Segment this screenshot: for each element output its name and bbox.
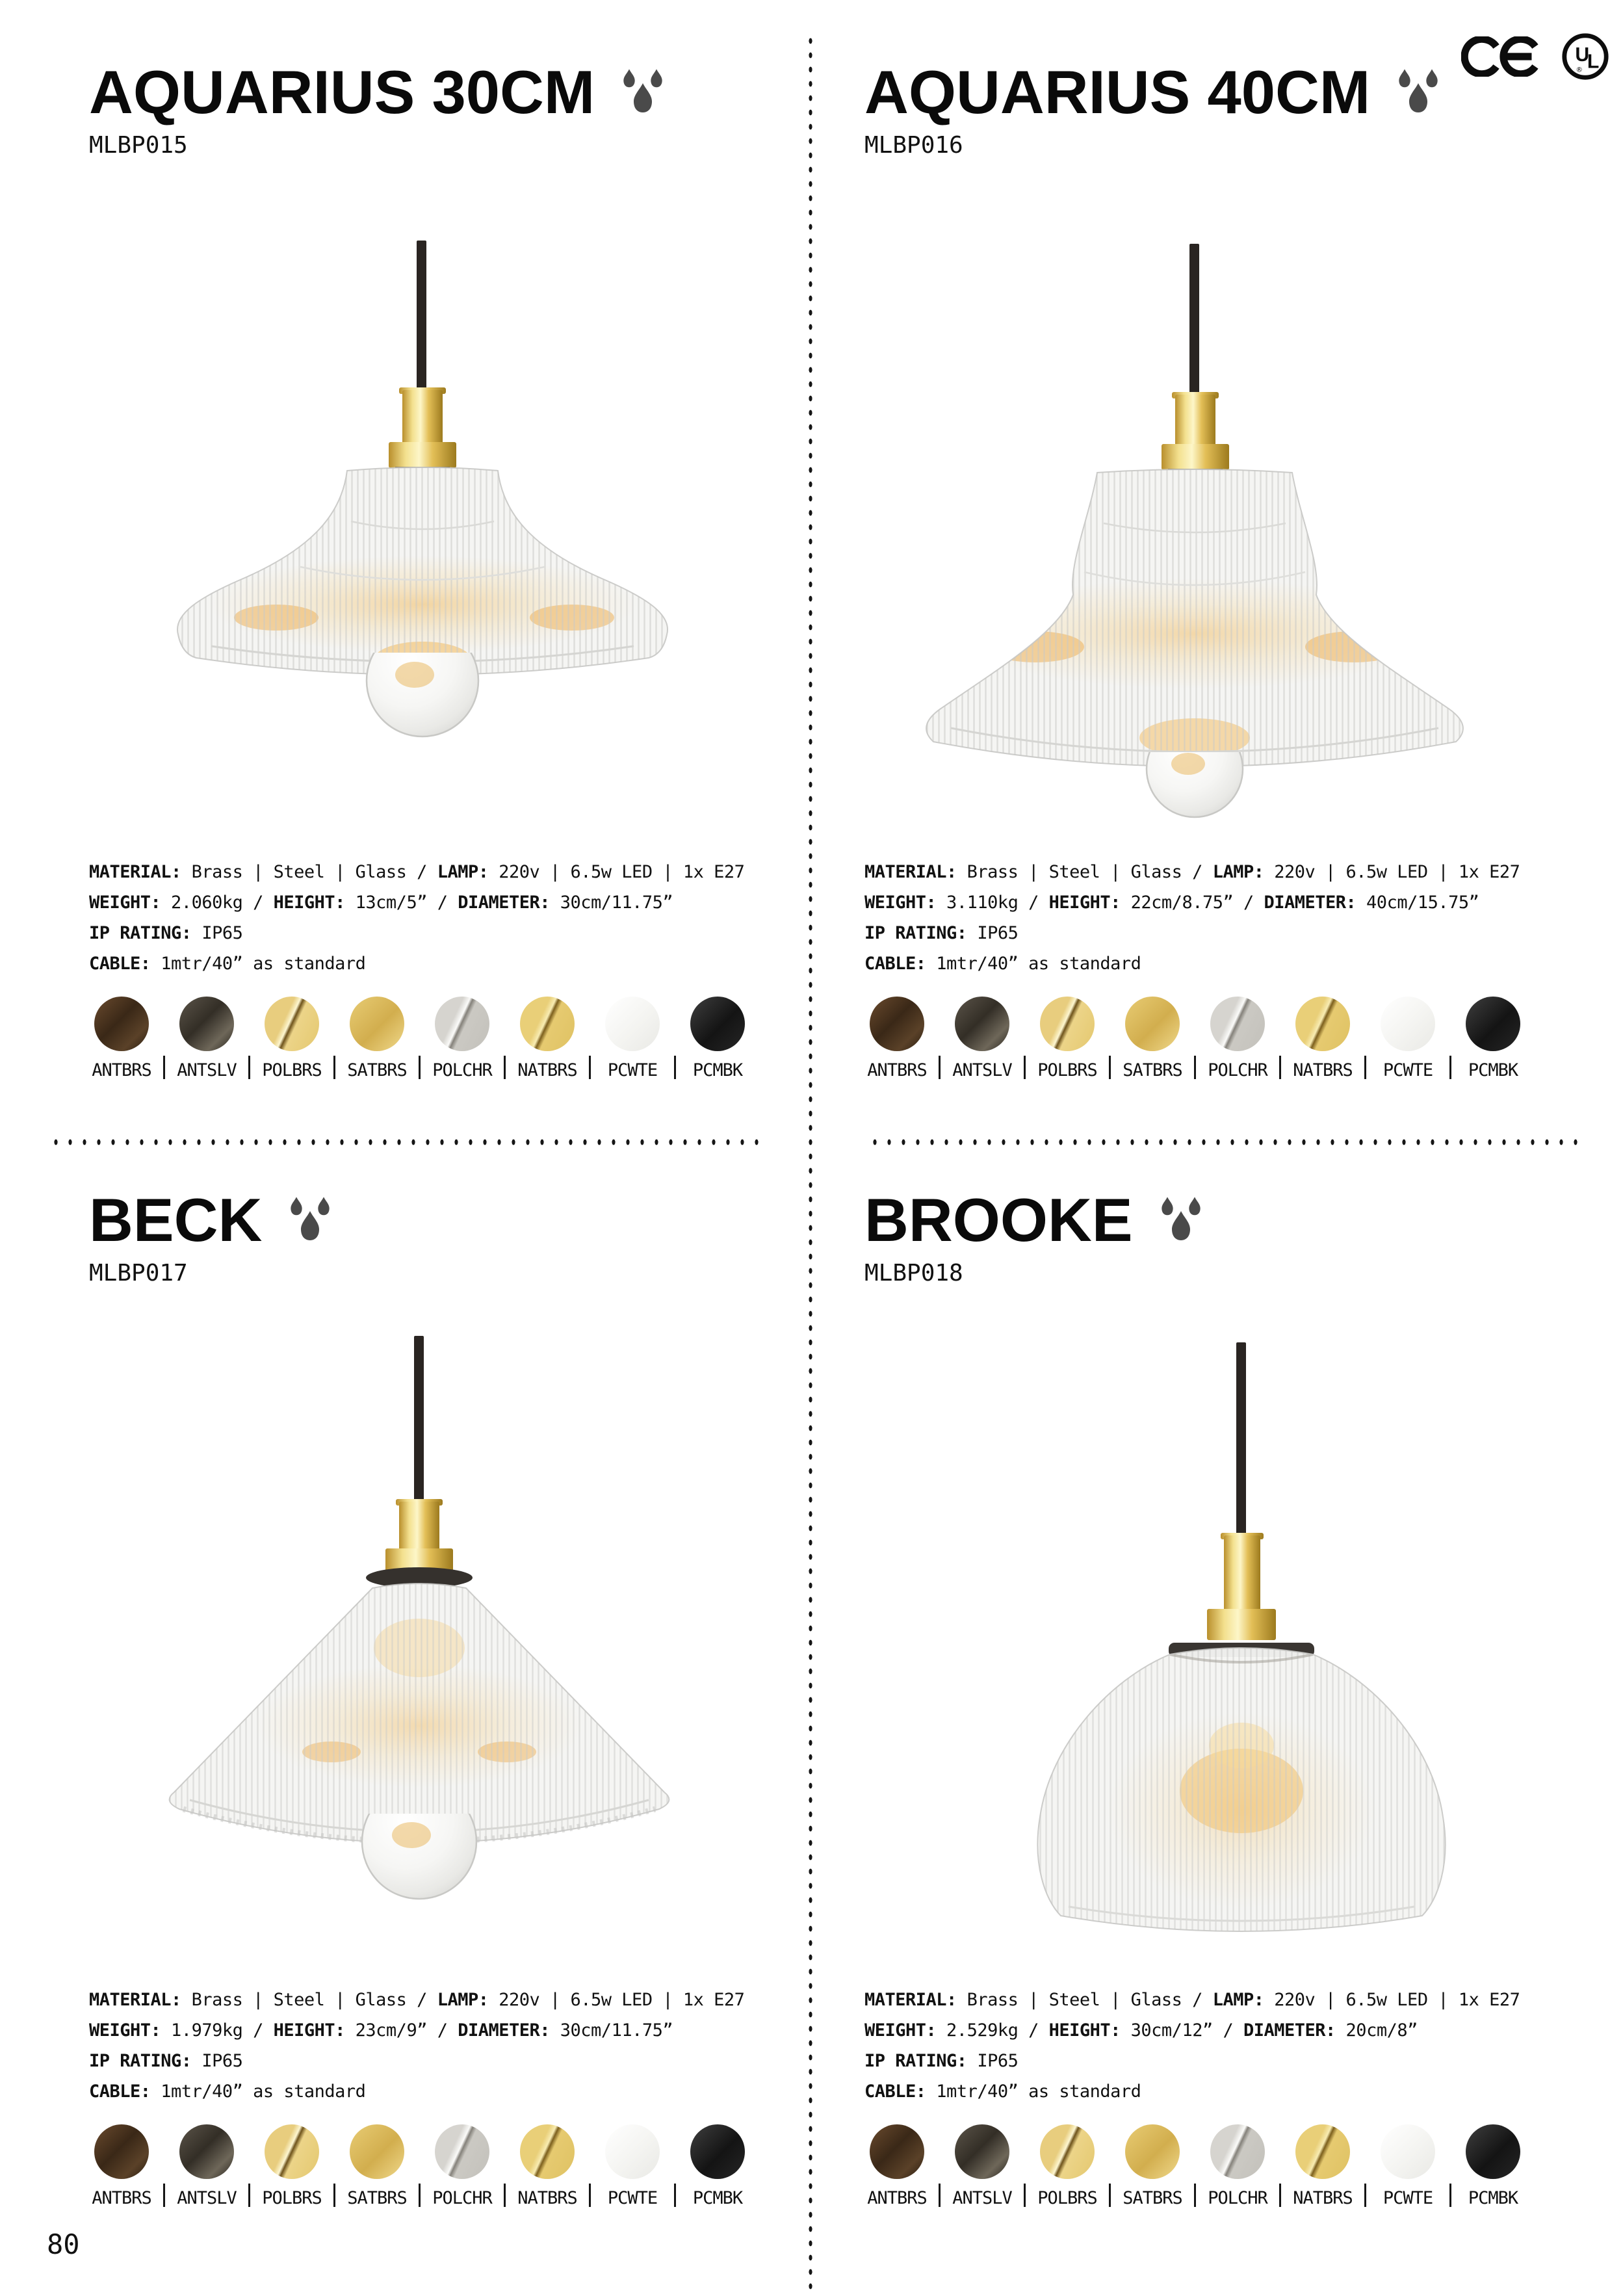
finish-swatch-label: POLCHR bbox=[1208, 1060, 1267, 1080]
finish-swatch-powder-coat-black bbox=[1461, 997, 1526, 1079]
spec-ip-value: IP65 bbox=[967, 923, 1019, 943]
product-image-beck bbox=[149, 1336, 689, 1930]
spec-material-label: MATERIAL: bbox=[89, 862, 181, 882]
finish-swatches bbox=[864, 997, 1526, 1079]
swatch-separator bbox=[1109, 2184, 1111, 2207]
spec-height-label: HEIGHT: bbox=[273, 2020, 345, 2041]
finish-swatch-color bbox=[1381, 2124, 1435, 2179]
finish-swatch-label: NATBRS bbox=[1293, 1060, 1353, 1080]
swatch-separator bbox=[1449, 1056, 1451, 1079]
spec-weight-value: 2.529kg / bbox=[936, 2020, 1049, 2041]
spec-lamp-label: LAMP: bbox=[1212, 1990, 1264, 2010]
finish-swatch-label: ANTSLV bbox=[952, 1060, 1012, 1080]
finish-swatch-label: POLBRS bbox=[1037, 1060, 1097, 1080]
finish-swatch-antique-brass bbox=[864, 2124, 929, 2207]
finish-swatch-color bbox=[520, 997, 575, 1051]
finish-swatch-label: POLBRS bbox=[1037, 2188, 1097, 2208]
spec-height-label: HEIGHT: bbox=[1048, 2020, 1121, 2041]
finish-swatch-label: PCMBK bbox=[1468, 1060, 1518, 1080]
finish-swatch-color bbox=[690, 2124, 745, 2179]
spec-lamp-value: 220v | 6.5w LED | 1x E27 bbox=[488, 1990, 745, 2010]
finish-swatch-satin-brass bbox=[344, 997, 409, 1079]
swatch-separator bbox=[1024, 2184, 1026, 2207]
finish-swatch-antique-brass bbox=[89, 997, 154, 1079]
swatch-separator bbox=[333, 2184, 335, 2207]
finish-swatch-natural-brass bbox=[515, 997, 580, 1079]
finish-swatch-satin-brass bbox=[1120, 2124, 1185, 2207]
finish-swatch-antique-brass bbox=[864, 997, 929, 1079]
swatch-separator bbox=[163, 2184, 165, 2207]
spec-cable-value: 1mtr/40” as standard bbox=[926, 954, 1141, 974]
product-title: BECK bbox=[89, 1186, 263, 1254]
product-specs bbox=[89, 857, 744, 979]
product-code: MLBP018 bbox=[864, 1260, 963, 1286]
swatch-separator bbox=[1109, 1056, 1111, 1079]
finish-swatch-color bbox=[350, 997, 404, 1051]
finish-swatch-color bbox=[94, 2124, 149, 2179]
spec-height-value: 30cm/12” / bbox=[1120, 2020, 1243, 2041]
spec-cable-value: 1mtr/40” as standard bbox=[150, 954, 366, 974]
finish-swatch-label: SATBRS bbox=[1123, 1060, 1182, 1080]
spec-weight-value: 1.979kg / bbox=[161, 2020, 274, 2041]
product-code: MLBP016 bbox=[864, 132, 963, 159]
swatch-separator bbox=[674, 1056, 676, 1079]
finish-swatch-label: ANTSLV bbox=[177, 2188, 237, 2208]
spec-material-value: Brass | Steel | Glass / bbox=[956, 1990, 1213, 2010]
swatch-separator bbox=[674, 2184, 676, 2207]
spec-lamp-value: 220v | 6.5w LED | 1x E27 bbox=[488, 862, 745, 882]
finish-swatch-label: ANTBRS bbox=[92, 2188, 151, 2208]
finish-swatch-powder-coat-white bbox=[1375, 2124, 1440, 2207]
spec-height-value: 22cm/8.75” / bbox=[1120, 893, 1264, 913]
finish-swatch-color bbox=[1295, 2124, 1350, 2179]
finish-swatch-color bbox=[1381, 997, 1435, 1051]
swatch-separator bbox=[419, 1056, 421, 1079]
water-drops-icon bbox=[1392, 64, 1446, 116]
finish-swatch-label: PCWTE bbox=[607, 2188, 658, 2208]
finish-swatch-polished-chrome bbox=[430, 2124, 495, 2207]
finish-swatch-color bbox=[1125, 2124, 1180, 2179]
finish-swatch-color bbox=[179, 2124, 234, 2179]
product-specs bbox=[864, 857, 1520, 979]
spec-material-value: Brass | Steel | Glass / bbox=[181, 1990, 437, 2010]
spec-material-value: Brass | Steel | Glass / bbox=[181, 862, 437, 882]
finish-swatch-satin-brass bbox=[344, 2124, 409, 2207]
product-image-brooke bbox=[1014, 1342, 1469, 1950]
swatch-separator bbox=[1364, 1056, 1366, 1079]
finish-swatch-color bbox=[435, 997, 489, 1051]
product-code: MLBP017 bbox=[89, 1260, 188, 1286]
finish-swatch-label: POLBRS bbox=[262, 1060, 322, 1080]
finish-swatch-color bbox=[1040, 2124, 1095, 2179]
swatch-separator bbox=[248, 2184, 250, 2207]
finish-swatch-color bbox=[1210, 997, 1265, 1051]
product-title: BROOKE bbox=[864, 1186, 1133, 1254]
finish-swatch-label: POLBRS bbox=[262, 2188, 322, 2208]
finish-swatch-label: SATBRS bbox=[347, 2188, 407, 2208]
spec-cable-value: 1mtr/40” as standard bbox=[926, 2081, 1141, 2102]
spec-height-label: HEIGHT: bbox=[1048, 893, 1121, 913]
finish-swatch-powder-coat-white bbox=[600, 997, 665, 1079]
spec-lamp-label: LAMP: bbox=[437, 862, 489, 882]
registered-symbol: ® bbox=[1576, 65, 1583, 74]
spec-height-value: 23cm/9” / bbox=[344, 2020, 458, 2041]
finish-swatch-label: NATBRS bbox=[517, 1060, 577, 1080]
swatch-separator bbox=[1364, 2184, 1366, 2207]
spec-weight-label: WEIGHT: bbox=[864, 2020, 937, 2041]
spec-material-value: Brass | Steel | Glass / bbox=[956, 862, 1213, 882]
finish-swatch-label: POLCHR bbox=[432, 1060, 492, 1080]
swatch-separator bbox=[504, 2184, 506, 2207]
finish-swatch-label: NATBRS bbox=[517, 2188, 577, 2208]
spec-material-label: MATERIAL: bbox=[864, 1990, 957, 2010]
product-code: MLBP015 bbox=[89, 132, 188, 159]
spec-ip-value: IP65 bbox=[967, 2051, 1019, 2071]
spec-cable-label: CABLE: bbox=[89, 954, 151, 974]
finish-swatch-label: ANTSLV bbox=[952, 2188, 1012, 2208]
finish-swatch-color bbox=[955, 997, 1009, 1051]
finish-swatch-color bbox=[1466, 2124, 1520, 2179]
finish-swatch-color bbox=[690, 997, 745, 1051]
swatch-separator bbox=[248, 1056, 250, 1079]
spec-diameter-value: 40cm/15.75” bbox=[1356, 893, 1479, 913]
product-image-aquarius-30cm bbox=[156, 241, 689, 828]
spec-weight-label: WEIGHT: bbox=[864, 893, 937, 913]
product-title: AQUARIUS 30CM bbox=[89, 58, 595, 126]
finish-swatch-antique-silver bbox=[174, 997, 239, 1079]
spec-cable-label: CABLE: bbox=[864, 954, 926, 974]
finish-swatch-label: PCMBK bbox=[692, 1060, 743, 1080]
spec-material-label: MATERIAL: bbox=[864, 862, 957, 882]
finish-swatch-powder-coat-black bbox=[685, 2124, 750, 2207]
swatch-separator bbox=[1279, 1056, 1281, 1079]
finish-swatch-label: POLCHR bbox=[432, 2188, 492, 2208]
swatch-separator bbox=[333, 1056, 335, 1079]
spec-diameter-label: DIAMETER: bbox=[458, 2020, 551, 2041]
finish-swatch-color bbox=[605, 2124, 660, 2179]
finish-swatch-color bbox=[870, 2124, 924, 2179]
spec-lamp-label: LAMP: bbox=[1212, 862, 1264, 882]
finish-swatches bbox=[864, 2124, 1526, 2207]
finish-swatch-powder-coat-black bbox=[1461, 2124, 1526, 2207]
spec-weight-label: WEIGHT: bbox=[89, 893, 161, 913]
swatch-separator bbox=[939, 2184, 941, 2207]
finish-swatch-natural-brass bbox=[1290, 997, 1355, 1079]
page-number: 80 bbox=[47, 2228, 80, 2260]
vertical-dotted-divider bbox=[807, 34, 814, 2295]
water-drops-icon bbox=[284, 1192, 337, 1244]
finish-swatch-polished-chrome bbox=[430, 997, 495, 1079]
spec-diameter-value: 30cm/11.75” bbox=[550, 893, 673, 913]
spec-cable-label: CABLE: bbox=[89, 2081, 151, 2102]
spec-height-value: 13cm/5” / bbox=[344, 893, 458, 913]
ul-letter-l: L bbox=[1587, 51, 1600, 73]
swatch-separator bbox=[419, 2184, 421, 2207]
spec-weight-label: WEIGHT: bbox=[89, 2020, 161, 2041]
finish-swatch-label: PCWTE bbox=[1383, 1060, 1433, 1080]
finish-swatch-label: ANTBRS bbox=[867, 1060, 927, 1080]
spec-weight-value: 2.060kg / bbox=[161, 893, 274, 913]
finish-swatch-color bbox=[605, 997, 660, 1051]
swatch-separator bbox=[1449, 2184, 1451, 2207]
finish-swatch-color bbox=[1210, 2124, 1265, 2179]
swatch-separator bbox=[1194, 1056, 1196, 1079]
spec-lamp-value: 220v | 6.5w LED | 1x E27 bbox=[1264, 862, 1520, 882]
finish-swatch-antique-silver bbox=[950, 2124, 1015, 2207]
finish-swatch-polished-chrome bbox=[1205, 997, 1270, 1079]
finish-swatch-color bbox=[435, 2124, 489, 2179]
finish-swatch-color bbox=[265, 2124, 319, 2179]
spec-diameter-label: DIAMETER: bbox=[1264, 893, 1357, 913]
spec-diameter-value: 20cm/8” bbox=[1335, 2020, 1418, 2041]
finish-swatch-label: ANTBRS bbox=[92, 1060, 151, 1080]
spec-ip-label: IP RATING: bbox=[89, 2051, 192, 2071]
finish-swatch-polished-brass bbox=[259, 2124, 324, 2207]
finish-swatch-label: SATBRS bbox=[347, 1060, 407, 1080]
finish-swatch-label: PCWTE bbox=[607, 1060, 658, 1080]
swatch-separator bbox=[1279, 2184, 1281, 2207]
swatch-separator bbox=[589, 1056, 591, 1079]
finish-swatch-powder-coat-black bbox=[685, 997, 750, 1079]
finish-swatch-satin-brass bbox=[1120, 997, 1185, 1079]
spec-ip-label: IP RATING: bbox=[864, 2051, 967, 2071]
finish-swatch-color bbox=[1125, 997, 1180, 1051]
swatch-separator bbox=[939, 1056, 941, 1079]
spec-ip-label: IP RATING: bbox=[89, 923, 192, 943]
spec-lamp-value: 220v | 6.5w LED | 1x E27 bbox=[1264, 1990, 1520, 2010]
finish-swatch-color bbox=[1295, 997, 1350, 1051]
spec-diameter-value: 30cm/11.75” bbox=[550, 2020, 673, 2041]
product-image-aquarius-40cm bbox=[889, 244, 1500, 831]
spec-lamp-label: LAMP: bbox=[437, 1990, 489, 2010]
finish-swatch-label: POLCHR bbox=[1208, 2188, 1267, 2208]
finish-swatch-label: ANTSLV bbox=[177, 1060, 237, 1080]
finish-swatch-antique-brass bbox=[89, 2124, 154, 2207]
spec-cable-label: CABLE: bbox=[864, 2081, 926, 2102]
finish-swatch-powder-coat-white bbox=[600, 2124, 665, 2207]
finish-swatch-color bbox=[1040, 997, 1095, 1051]
water-drops-icon bbox=[1155, 1192, 1208, 1244]
finish-swatches bbox=[89, 2124, 750, 2207]
finish-swatch-color bbox=[955, 2124, 1009, 2179]
finish-swatch-color bbox=[265, 997, 319, 1051]
finish-swatch-color bbox=[179, 997, 234, 1051]
finish-swatch-powder-coat-white bbox=[1375, 997, 1440, 1079]
spec-weight-value: 3.110kg / bbox=[936, 893, 1049, 913]
spec-material-label: MATERIAL: bbox=[89, 1990, 181, 2010]
swatch-separator bbox=[504, 1056, 506, 1079]
product-specs bbox=[864, 1985, 1520, 2107]
swatch-separator bbox=[1194, 2184, 1196, 2207]
finish-swatch-label: PCMBK bbox=[1468, 2188, 1518, 2208]
spec-ip-value: IP65 bbox=[191, 2051, 243, 2071]
spec-diameter-label: DIAMETER: bbox=[458, 893, 551, 913]
spec-diameter-label: DIAMETER: bbox=[1243, 2020, 1336, 2041]
ul-letter-u: U bbox=[1575, 44, 1590, 66]
swatch-separator bbox=[589, 2184, 591, 2207]
finish-swatch-label: PCWTE bbox=[1383, 2188, 1433, 2208]
swatch-separator bbox=[1024, 1056, 1026, 1079]
finish-swatch-polished-chrome bbox=[1205, 2124, 1270, 2207]
product-specs bbox=[89, 1985, 744, 2107]
finish-swatch-label: PCMBK bbox=[692, 2188, 743, 2208]
finish-swatch-color bbox=[1466, 997, 1520, 1051]
finish-swatch-antique-silver bbox=[950, 997, 1015, 1079]
finish-swatch-label: NATBRS bbox=[1293, 2188, 1353, 2208]
water-drops-icon bbox=[617, 64, 670, 116]
finish-swatch-color bbox=[350, 2124, 404, 2179]
spec-ip-label: IP RATING: bbox=[864, 923, 967, 943]
spec-height-label: HEIGHT: bbox=[273, 893, 345, 913]
finish-swatch-color bbox=[870, 997, 924, 1051]
swatch-separator bbox=[163, 1056, 165, 1079]
finish-swatch-antique-silver bbox=[174, 2124, 239, 2207]
finish-swatch-natural-brass bbox=[1290, 2124, 1355, 2207]
finish-swatch-color bbox=[520, 2124, 575, 2179]
spec-cable-value: 1mtr/40” as standard bbox=[150, 2081, 366, 2102]
finish-swatch-label: ANTBRS bbox=[867, 2188, 927, 2208]
finish-swatch-color bbox=[94, 997, 149, 1051]
finish-swatch-label: SATBRS bbox=[1123, 2188, 1182, 2208]
finish-swatch-natural-brass bbox=[515, 2124, 580, 2207]
spec-ip-value: IP65 bbox=[191, 923, 243, 943]
finish-swatch-polished-brass bbox=[259, 997, 324, 1079]
finish-swatches bbox=[89, 997, 750, 1079]
finish-swatch-polished-brass bbox=[1035, 997, 1100, 1079]
product-title: AQUARIUS 40CM bbox=[864, 58, 1371, 126]
finish-swatch-polished-brass bbox=[1035, 2124, 1100, 2207]
